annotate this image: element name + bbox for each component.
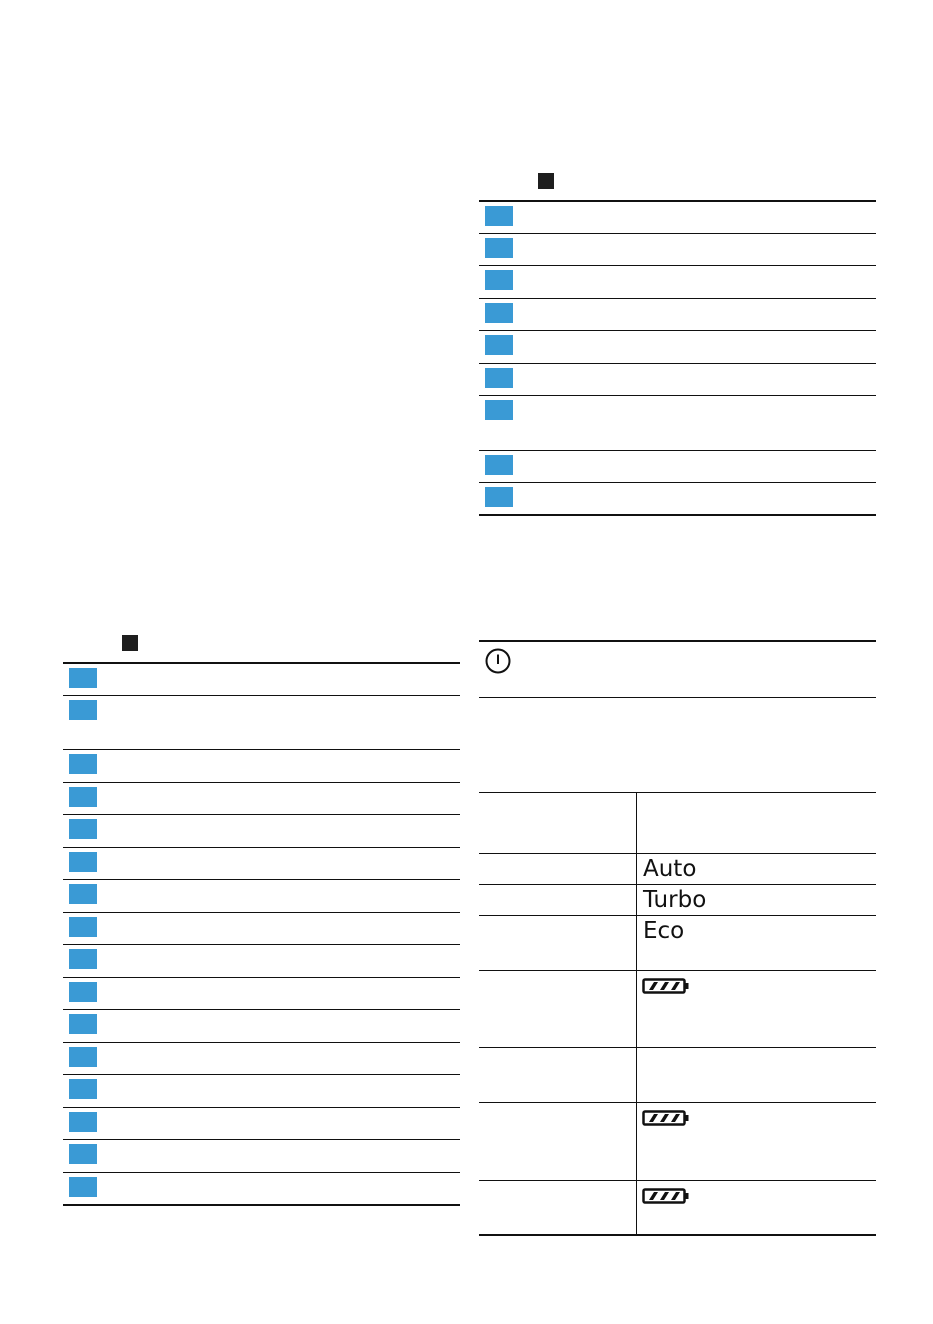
list-item: [63, 782, 460, 814]
blue-badge: [69, 1177, 97, 1197]
power-icon: [485, 648, 511, 674]
mode-label-turbo: Turbo: [643, 887, 707, 913]
black-square-icon: [538, 173, 554, 189]
symbol-cell: [479, 793, 636, 853]
blue-badge: [69, 1079, 97, 1099]
right-section-heading: [538, 173, 554, 189]
symbol-cell: [479, 885, 636, 915]
blue-badge: [485, 303, 513, 323]
table-row: [479, 915, 876, 970]
blue-badge: [485, 455, 513, 475]
value-cell: [636, 1048, 876, 1102]
blue-badge: [69, 819, 97, 839]
list-item: [479, 265, 876, 298]
blue-badge: [69, 787, 97, 807]
symbol-cell: [479, 916, 636, 970]
list-item: [63, 695, 460, 749]
table-row: [479, 640, 876, 697]
list-item: [63, 749, 460, 782]
blue-badge: [69, 982, 97, 1002]
battery-icon: [642, 1110, 690, 1126]
battery-icon: [642, 978, 690, 994]
table-row: [479, 1047, 876, 1102]
table-row: [479, 1102, 876, 1180]
symbol-cell: [479, 971, 636, 1047]
list-item: [479, 233, 876, 265]
symbol-cell: [479, 1048, 636, 1102]
value-cell: [636, 793, 876, 853]
list-item: [63, 1172, 460, 1204]
value-cell: [636, 971, 876, 1047]
symbol-cell: [479, 854, 636, 884]
blue-badge: [485, 238, 513, 258]
list-item: [63, 1042, 460, 1074]
blue-badge: [69, 1112, 97, 1132]
blue-badge: [485, 368, 513, 388]
list-item: [63, 662, 460, 695]
list-item: [63, 879, 460, 912]
blue-badge: [69, 884, 97, 904]
table-row: [479, 884, 876, 915]
list-item: [63, 944, 460, 977]
left-item-list: [63, 662, 460, 1206]
list-item: [479, 363, 876, 395]
left-section-heading: [122, 635, 138, 651]
symbol-cell: [479, 1181, 636, 1234]
blue-badge: [69, 1144, 97, 1164]
black-square-icon: [122, 635, 138, 651]
blue-badge: [69, 668, 97, 688]
mode-label-auto: Auto: [643, 856, 697, 882]
blue-badge: [69, 1047, 97, 1067]
mode-label-eco: Eco: [643, 918, 685, 944]
value-cell: [636, 1103, 876, 1180]
blue-badge: [485, 400, 513, 420]
symbol-cell: [479, 1103, 636, 1180]
blue-badge: [485, 206, 513, 226]
value-cell: [636, 1181, 876, 1234]
list-item: [63, 1107, 460, 1139]
symbol-cell: [479, 642, 636, 697]
display-symbols-table: [479, 640, 876, 1236]
blue-badge: [69, 700, 97, 720]
list-item: [479, 395, 876, 450]
blue-badge: [485, 270, 513, 290]
table-row: [479, 970, 876, 1047]
table-row: [479, 697, 876, 792]
value-cell: [636, 885, 876, 915]
battery-icon: [642, 1188, 690, 1204]
list-item: [63, 814, 460, 847]
list-item: [479, 298, 876, 330]
value-cell: [636, 854, 876, 884]
table-row: [479, 792, 876, 853]
table-row: [479, 853, 876, 884]
table-row: [479, 1180, 876, 1234]
list-item: [63, 1139, 460, 1172]
list-item: [63, 977, 460, 1009]
blue-badge: [69, 754, 97, 774]
list-item: [63, 1074, 460, 1107]
list-item: [63, 912, 460, 944]
blue-badge: [485, 335, 513, 355]
list-item: [63, 847, 460, 879]
value-cell: [636, 916, 876, 970]
blue-badge: [485, 487, 513, 507]
list-item: [479, 450, 876, 482]
symbol-cell: [479, 698, 636, 792]
blue-badge: [69, 852, 97, 872]
right-item-list: [479, 200, 876, 516]
list-item: [63, 1009, 460, 1042]
list-item: [479, 200, 876, 233]
list-item: [479, 482, 876, 514]
blue-badge: [69, 917, 97, 937]
list-item: [479, 330, 876, 363]
blue-badge: [69, 949, 97, 969]
blue-badge: [69, 1014, 97, 1034]
